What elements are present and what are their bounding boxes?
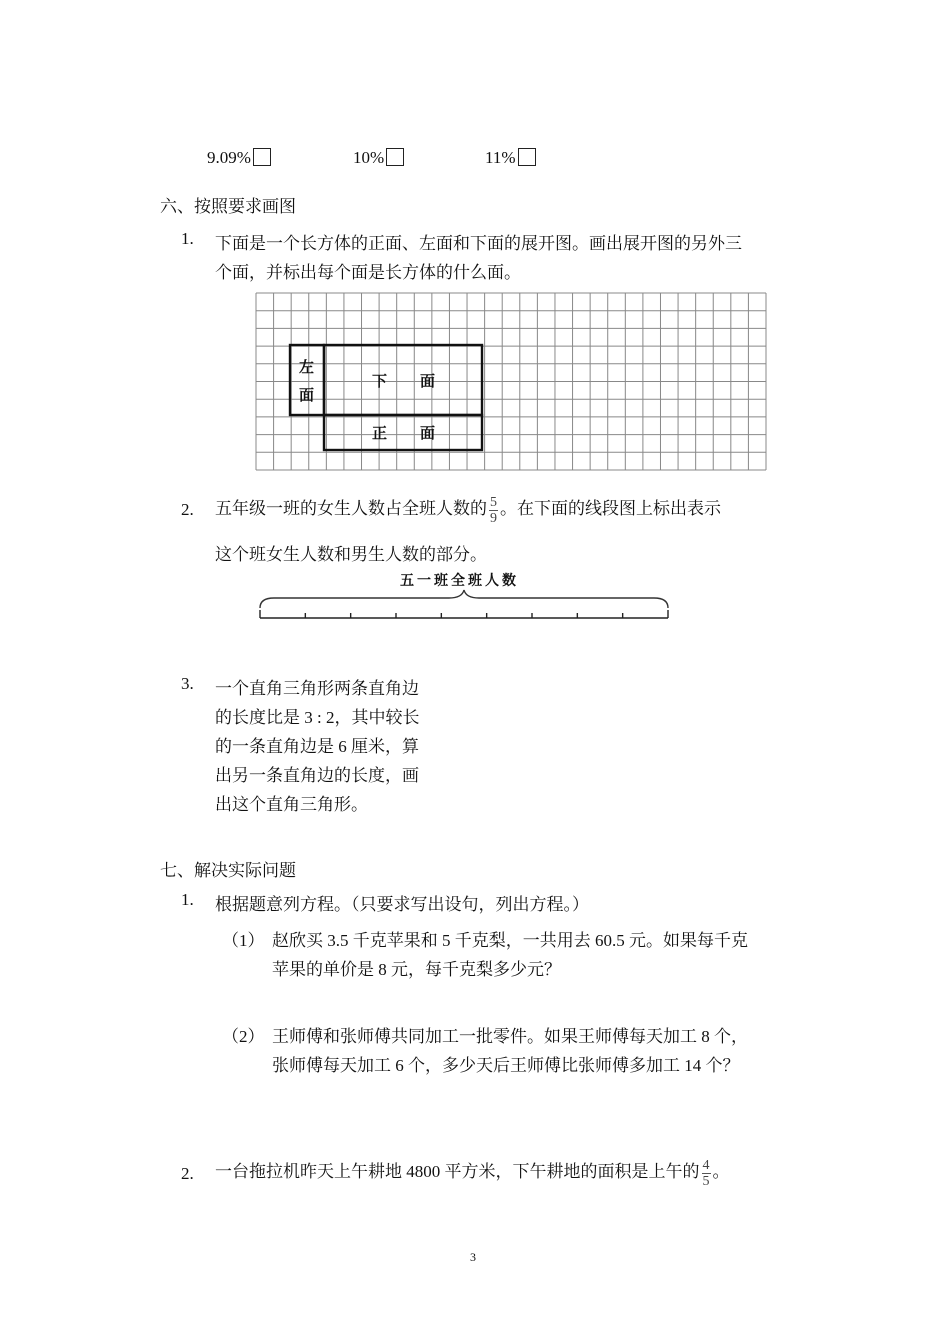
option-label: 10% bbox=[353, 148, 385, 167]
segment-diagram bbox=[254, 588, 674, 628]
option-checkbox[interactable] bbox=[253, 148, 271, 166]
face-label-left-2: 面 bbox=[299, 386, 315, 404]
q6-3-line-4: 出另一条直角边的长度，画 bbox=[215, 766, 419, 785]
q6-3-line-3: 的一条直角边是 6 厘米，算 bbox=[215, 737, 419, 756]
q6-3-line-5: 出这个直角三角形。 bbox=[215, 795, 368, 814]
face-label-bottom-1: 下 bbox=[372, 372, 388, 390]
q7-1-text: 根据题意列方程。（只要求写出设句，列出方程。） bbox=[215, 895, 589, 914]
q6-3-line-1: 一个直角三角形两条直角边 bbox=[215, 679, 419, 698]
option-label: 9.09% bbox=[207, 148, 251, 167]
q6-2-text-a: 五年级一班的女生人数占全班人数的 bbox=[215, 499, 487, 518]
q7-2-text bbox=[215, 1152, 730, 1192]
q6-3-line-2: 的长度比是 3 : 2，其中较长 bbox=[215, 708, 420, 727]
fraction-five-ninths bbox=[489, 495, 498, 526]
q6-1-number: 1. bbox=[181, 229, 194, 248]
q7-1-sub1-line1: 赵欣买 3.5 千克苹果和 5 千克梨，一共用去 60.5 元。如果每千克 bbox=[272, 931, 748, 950]
option-label: 11% bbox=[485, 148, 516, 167]
q7-1-number: 1. bbox=[181, 890, 194, 909]
face-label-front-1: 正 bbox=[372, 424, 388, 442]
q7-1-sub2-line2: 张师傅每天加工 6 个，多少天后王师傅比张师傅多加工 14 个？ bbox=[272, 1056, 740, 1075]
section-7-title: 七、解决实际问题 bbox=[160, 861, 296, 880]
q7-1-sub1-number: （1） bbox=[222, 931, 265, 950]
page-number: 3 bbox=[470, 1250, 476, 1264]
fraction-numerator: 5 bbox=[490, 494, 497, 510]
net-face-bottom bbox=[324, 345, 482, 415]
cuboid-net-grid bbox=[254, 291, 768, 471]
q6-1-text-line2: 个面，并标出每个面是长方体的什么面。 bbox=[215, 263, 521, 282]
fraction-denominator: 9 bbox=[490, 510, 497, 526]
q6-3-number: 3. bbox=[181, 674, 194, 693]
fraction-denominator: 5 bbox=[702, 1173, 710, 1189]
option-11 bbox=[485, 148, 536, 168]
q7-1-sub2-number: （2） bbox=[222, 1027, 265, 1046]
net-face-left bbox=[290, 345, 324, 415]
q6-2-text-line2: 这个班女生人数和男生人数的部分。 bbox=[215, 545, 487, 564]
fraction-four-fifths bbox=[702, 1158, 711, 1189]
option-10 bbox=[353, 148, 404, 168]
q6-2-text-line1 bbox=[215, 490, 721, 528]
option-checkbox[interactable] bbox=[386, 148, 404, 166]
net-face-front bbox=[324, 415, 482, 450]
q7-2-number: 2. bbox=[181, 1164, 194, 1183]
q6-2-number: 2. bbox=[181, 500, 194, 519]
section-6-title: 六、按照要求画图 bbox=[160, 197, 296, 216]
option-checkbox[interactable] bbox=[518, 148, 536, 166]
q6-1-text-line1: 下面是一个长方体的正面、左面和下面的展开图。画出展开图的另外三 bbox=[215, 234, 742, 253]
q7-1-sub2-line1: 王师傅和张师傅共同加工一批零件。如果王师傅每天加工 8 个， bbox=[272, 1027, 748, 1046]
face-label-bottom-2: 面 bbox=[420, 372, 436, 390]
q6-2-text-b: 。在下面的线段图上标出表示 bbox=[500, 499, 721, 518]
brace-curve bbox=[260, 590, 668, 608]
face-label-front-2: 面 bbox=[420, 424, 436, 442]
face-label-left-1: 左 bbox=[299, 358, 315, 376]
q7-2-text-a: 一台拖拉机昨天上午耕地 4800 平方米，下午耕地的面积是上午的 bbox=[215, 1162, 700, 1181]
q7-1-sub1-line2: 苹果的单价是 8 元，每千克梨多少元？ bbox=[272, 960, 561, 979]
option-9-09 bbox=[207, 148, 271, 168]
q7-2-text-b: 。 bbox=[712, 1162, 730, 1181]
brace-label: 五一班全班人数 bbox=[400, 573, 519, 589]
fraction-numerator: 4 bbox=[702, 1157, 710, 1173]
